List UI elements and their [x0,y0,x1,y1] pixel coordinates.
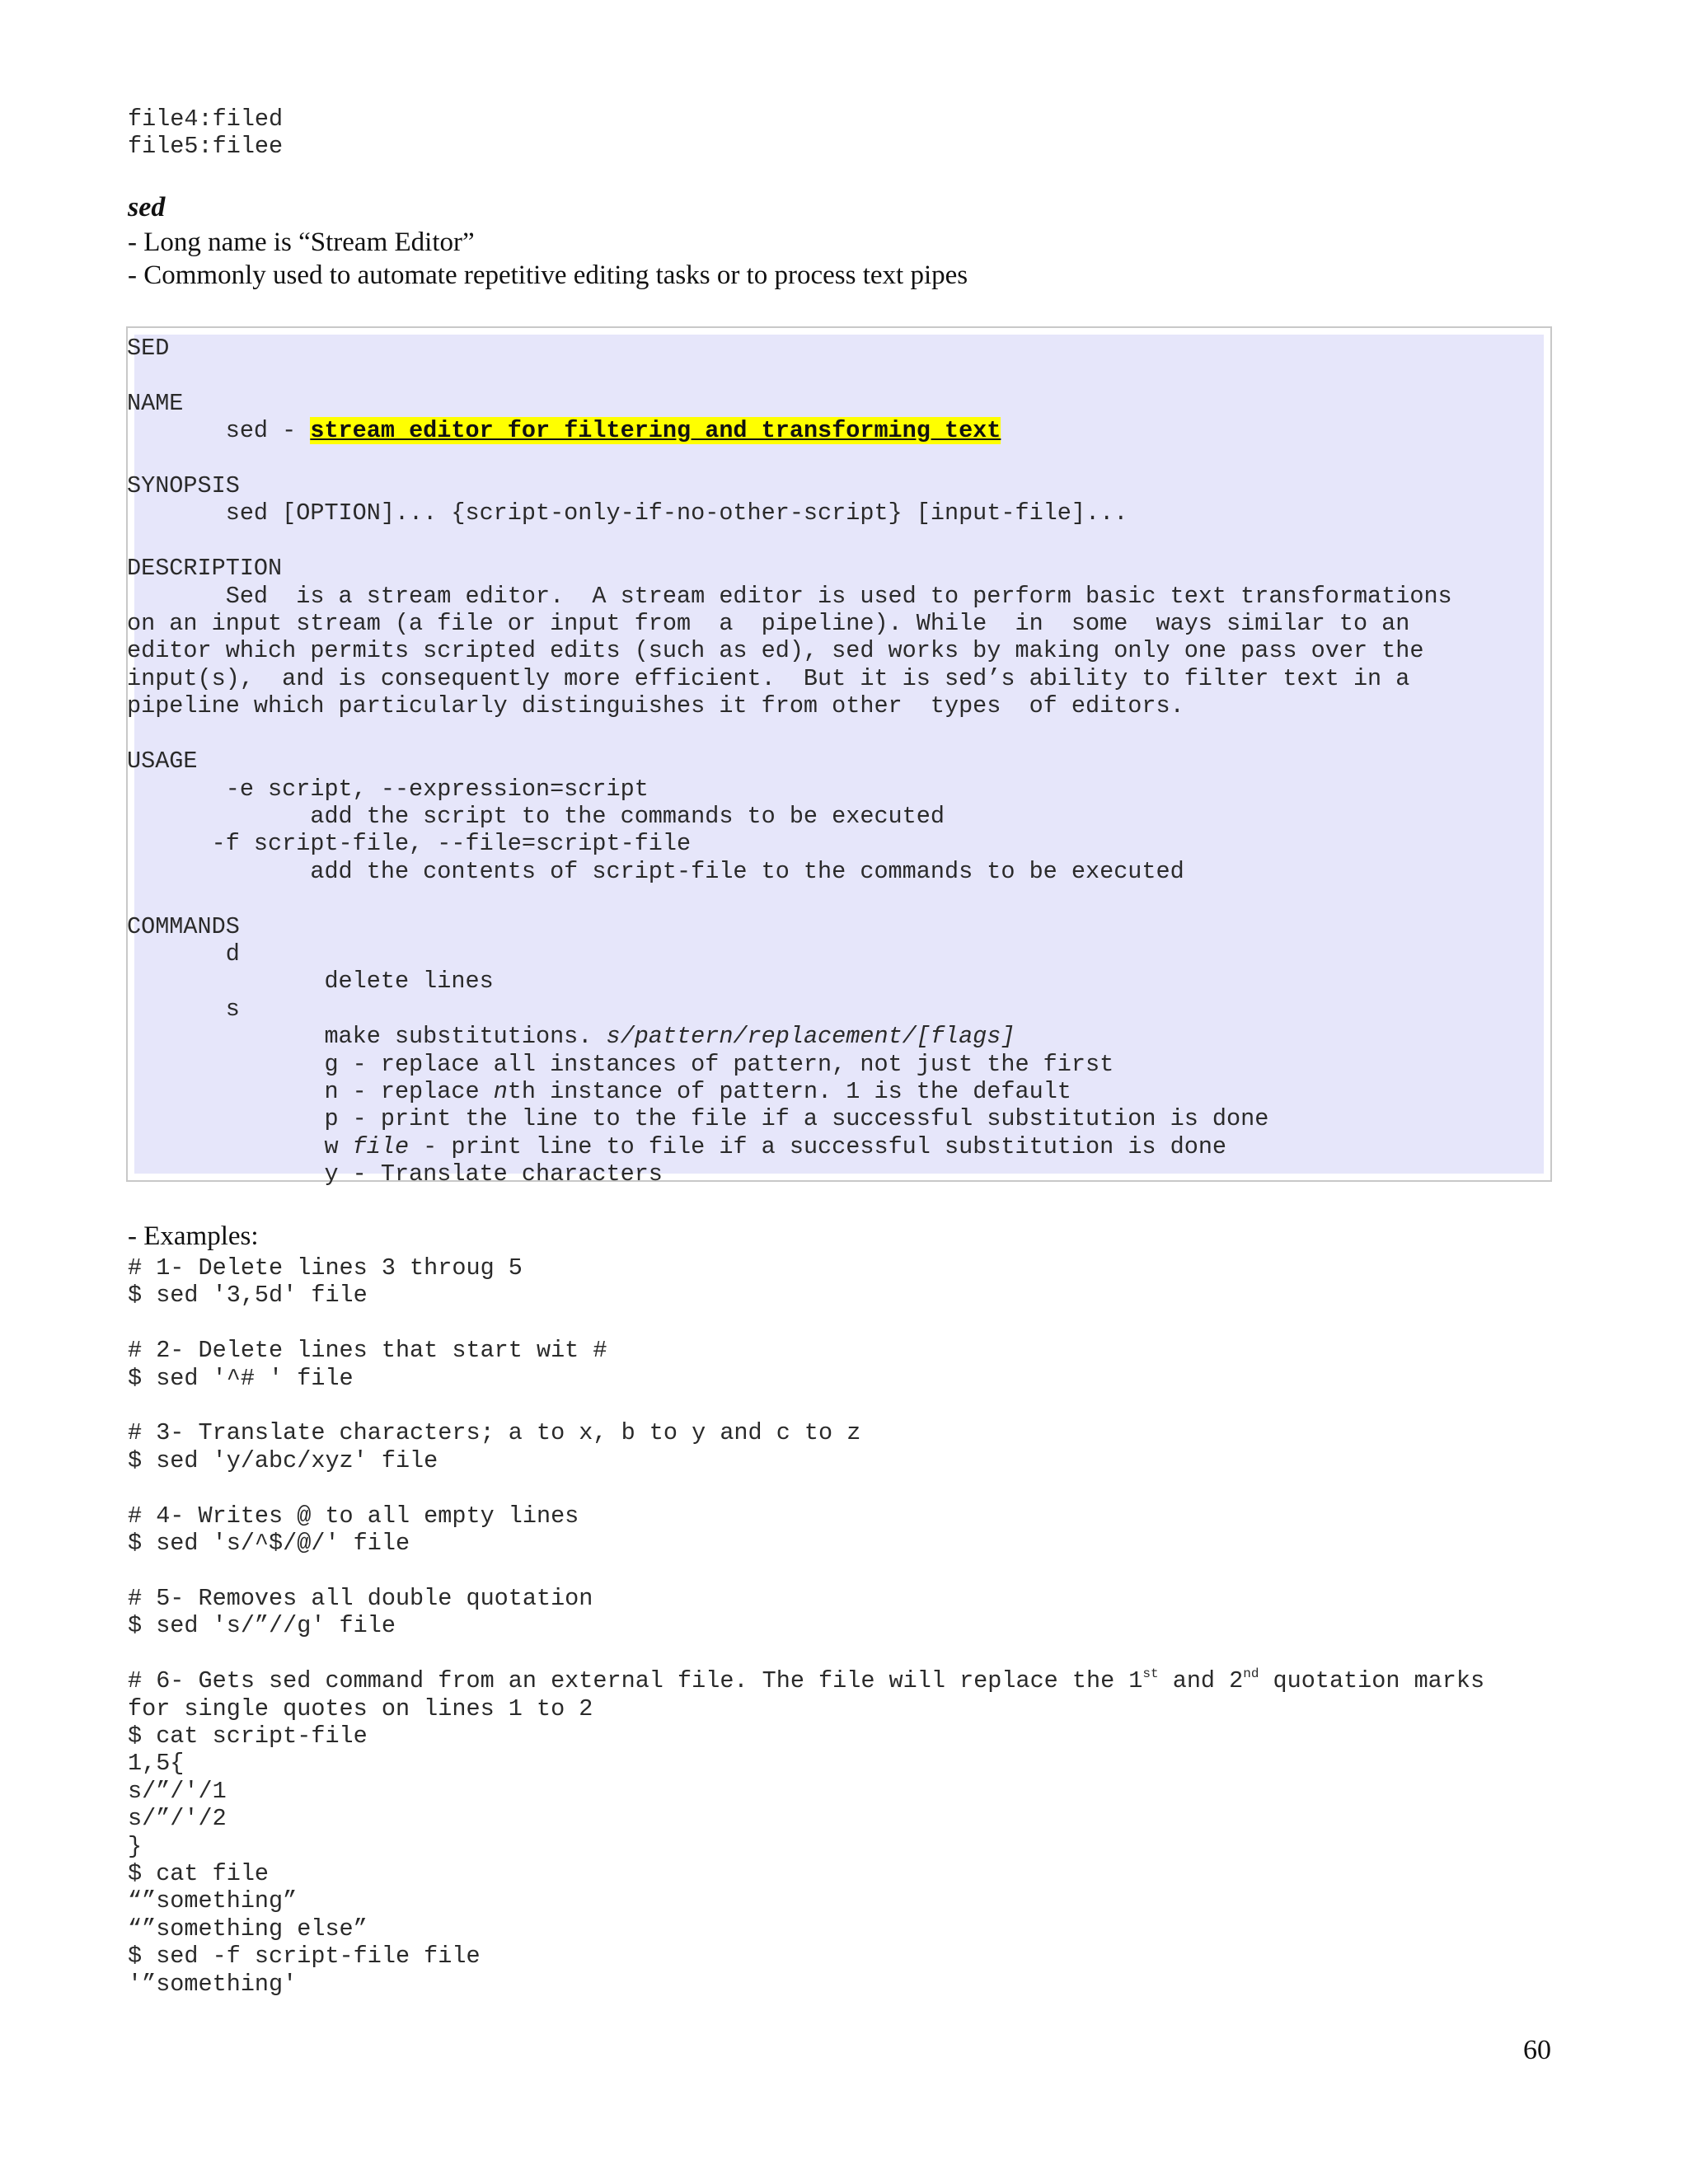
flag-y: y - Translate characters [127,1160,663,1188]
code-line: “”something” [128,1887,298,1915]
flag-w [127,1133,1452,1160]
command-d-description: delete lines [127,968,494,996]
man-page-text [127,335,1452,1188]
code-line: 1,5{ [128,1750,185,1778]
man-section-commands: COMMANDS [127,912,240,940]
code-line [128,1557,1484,1584]
usage-line: -f script-file, --file=script-file [127,830,692,858]
code-line: s/”/'/1 [128,1777,227,1805]
blank-line [127,527,1452,555]
flag-g: g - replace all instances of pattern, not just the first [127,1050,1114,1078]
man-name-prefix: sed - [127,417,311,445]
flag-w-prefix: w [127,1132,353,1160]
ex6-text: quotation marks [1259,1667,1485,1695]
code-line: file4:filed [128,105,284,133]
code-line: # 1- Delete lines 3 throug 5 [128,1254,523,1282]
highlighted-description: stream editor for filtering and transforming text [310,417,1001,445]
code-line: $ sed '3,5d' file [128,1282,368,1310]
command-s-syntax: s/pattern/replacement/[flags] [606,1023,1015,1051]
code-line: # 4- Writes @ to all empty lines [128,1502,579,1530]
ex6-text: # 6- Gets sed command from an external file. The file will replace the 1 [128,1667,1143,1695]
top-code-block [128,105,283,161]
intro-line: - Commonly used to automate repetitive editing tasks or to process text pipes [128,260,968,290]
command-s: s [127,995,240,1023]
examples-label: - Examples: [128,1221,259,1251]
code-line: file5:filee [128,133,284,161]
code-line [128,1474,1484,1502]
code-line: # 2- Delete lines that start wit # [128,1337,607,1365]
ex6-superscript: st [1142,1666,1159,1682]
man-section-name: NAME [127,389,184,417]
code-line: $ sed '^# ' file [128,1364,354,1392]
code-line [128,1392,1484,1419]
code-line: $ sed 's/^$/@/' file [128,1530,410,1558]
code-line: s/”/'/2 [128,1805,227,1833]
description-line: on an input stream (a file or input from a pipeline). While in some ways similar to an [127,610,1410,638]
man-section-description: DESCRIPTION [127,555,283,583]
code-line: $ sed 's/”//g' file [128,1612,396,1640]
usage-line: -e script, --expression=script [127,775,649,803]
flag-n-suffix: th instance of pattern. 1 is the default [507,1077,1071,1105]
code-line: $ sed 'y/abc/xyz' file [128,1446,438,1474]
flag-p: p - print the line to the file if a successful substitution is done [127,1105,1269,1133]
man-title: SED [127,335,170,362]
section-heading: sed [128,192,166,223]
blank-line [127,362,1452,389]
command-s-text: make substitutions. [127,1023,607,1051]
flag-n-italic: n [493,1077,508,1105]
usage-line: add the script to the commands to be executed [127,802,945,830]
examples-code-block [128,1254,1484,1998]
ex6-superscript: nd [1243,1666,1259,1682]
man-name-line [127,417,1452,444]
code-line: '”something' [128,1970,298,1998]
code-line: $ cat script-file [128,1722,368,1750]
blank-line [127,445,1452,472]
code-line: # 5- Removes all double quotation [128,1584,593,1612]
code-line: $ cat file [128,1859,270,1887]
flag-n-prefix: n - replace [127,1077,494,1105]
man-section-usage: USAGE [127,748,198,776]
description-line: input(s), and is consequently more efficient. But it is sed’s ability to filter text in a [127,664,1410,692]
intro-paragraph [128,226,968,292]
page-number: 60 [1523,2035,1551,2065]
intro-line: - Long name is “Stream Editor” [128,227,475,257]
code-line [128,1310,1484,1337]
code-line: $ sed -f script-file file [128,1943,481,1971]
command-d: d [127,940,240,968]
flag-w-italic: file [352,1132,410,1160]
code-line: # 3- Translate characters; a to x, b to y and c to z [128,1419,861,1447]
flag-w-suffix: - print line to file if a successful substitution is done [409,1132,1227,1160]
description-line: editor which permits scripted edits (such as ed), sed works by making only one pass over the [127,637,1424,665]
example-6-heading [128,1667,1484,1694]
blank-line [127,720,1452,748]
examples-part-b [128,1695,1484,1998]
examples-part-a [128,1254,1484,1667]
flag-n [127,1078,1452,1105]
usage-line: add the contents of script-file to the commands to be executed [127,857,1184,885]
code-line [128,1640,1484,1667]
code-line: for single quotes on lines 1 to 2 [128,1694,593,1722]
description-line: pipeline which particularly distinguishes it from other types of editors. [127,692,1184,720]
code-line: “”something else” [128,1915,368,1943]
command-s-description [127,1023,1452,1050]
blank-line [127,885,1452,912]
ex6-text: and 2 [1158,1667,1244,1695]
description-line: Sed is a stream editor. A stream editor is used to perform basic text transformations [127,582,1452,610]
man-section-synopsis: SYNOPSIS [127,472,240,500]
code-line: } [128,1832,143,1860]
synopsis-line: sed [OPTION]... {script-only-if-no-other-script} [input-file]... [127,499,1128,527]
